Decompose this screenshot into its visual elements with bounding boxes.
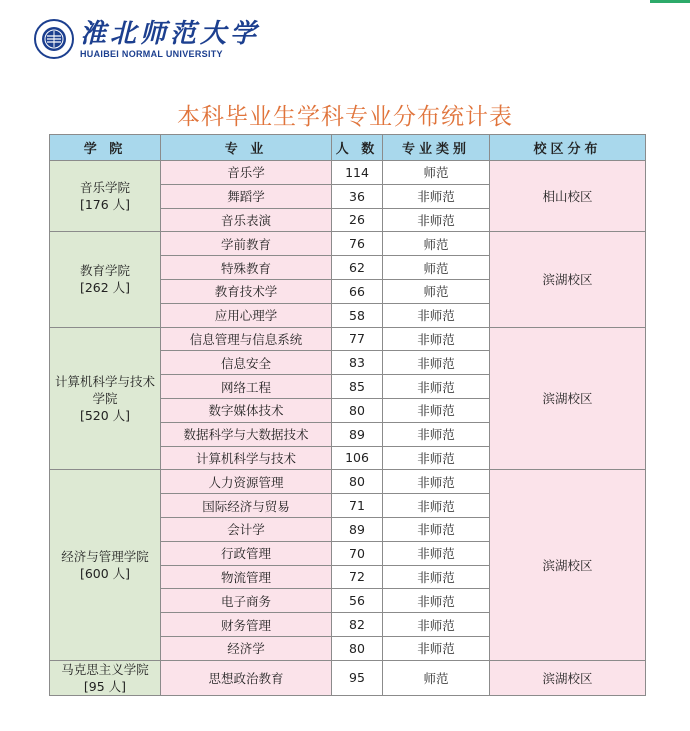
campus-cell: 滨湖校区 bbox=[490, 470, 646, 660]
type-cell: 非师范 bbox=[383, 351, 490, 375]
count-cell: 95 bbox=[332, 660, 383, 695]
major-cell: 数字媒体技术 bbox=[161, 398, 332, 422]
type-cell: 非师范 bbox=[383, 303, 490, 327]
count-cell: 70 bbox=[332, 541, 383, 565]
college-cell bbox=[50, 232, 161, 327]
table-row bbox=[50, 327, 646, 351]
count-cell: 66 bbox=[332, 279, 383, 303]
major-cell: 人力资源管理 bbox=[161, 470, 332, 494]
college-cell bbox=[50, 327, 161, 470]
type-cell: 非师范 bbox=[383, 565, 490, 589]
college-name: 计算机科学与技术学院 bbox=[54, 373, 155, 406]
college-count: [600 人] bbox=[79, 566, 131, 582]
major-cell: 思想政治教育 bbox=[161, 660, 332, 695]
type-cell: 非师范 bbox=[383, 184, 490, 208]
campus-cell: 滨湖校区 bbox=[490, 327, 646, 470]
column-header-college: 学 院 bbox=[50, 135, 161, 161]
count-cell: 114 bbox=[332, 161, 383, 185]
campus-cell: 滨湖校区 bbox=[490, 660, 646, 695]
table-row bbox=[50, 232, 646, 256]
type-cell: 师范 bbox=[383, 660, 490, 695]
count-cell: 106 bbox=[332, 446, 383, 470]
college-count: [262 人] bbox=[79, 280, 131, 296]
column-header-type: 专业类别 bbox=[383, 135, 490, 161]
type-cell: 非师范 bbox=[383, 613, 490, 637]
major-cell: 国际经济与贸易 bbox=[161, 494, 332, 518]
major-cell: 舞蹈学 bbox=[161, 184, 332, 208]
count-cell: 82 bbox=[332, 613, 383, 637]
count-cell: 72 bbox=[332, 565, 383, 589]
major-cell: 计算机科学与技术 bbox=[161, 446, 332, 470]
major-cell: 音乐表演 bbox=[161, 208, 332, 232]
college-count: [176 人] bbox=[79, 197, 131, 213]
type-cell: 师范 bbox=[383, 256, 490, 280]
type-cell: 非师范 bbox=[383, 589, 490, 613]
campus-cell: 相山校区 bbox=[490, 161, 646, 232]
major-cell: 财务管理 bbox=[161, 613, 332, 637]
type-cell: 非师范 bbox=[383, 398, 490, 422]
type-cell: 非师范 bbox=[383, 375, 490, 399]
count-cell: 89 bbox=[332, 517, 383, 541]
university-logo bbox=[34, 19, 260, 59]
type-cell: 师范 bbox=[383, 232, 490, 256]
major-cell: 物流管理 bbox=[161, 565, 332, 589]
campus-cell: 滨湖校区 bbox=[490, 232, 646, 327]
column-header-major: 专 业 bbox=[161, 135, 332, 161]
count-cell: 80 bbox=[332, 636, 383, 660]
college-count: [95 人] bbox=[83, 678, 127, 694]
count-cell: 58 bbox=[332, 303, 383, 327]
type-cell: 师范 bbox=[383, 161, 490, 185]
table-row bbox=[50, 660, 646, 695]
type-cell: 非师范 bbox=[383, 327, 490, 351]
college-name: 马克思主义学院 bbox=[61, 661, 149, 677]
major-cell: 教育技术学 bbox=[161, 279, 332, 303]
count-cell: 76 bbox=[332, 232, 383, 256]
type-cell: 非师范 bbox=[383, 446, 490, 470]
count-cell: 77 bbox=[332, 327, 383, 351]
count-cell: 80 bbox=[332, 398, 383, 422]
table-body bbox=[50, 161, 646, 696]
count-cell: 80 bbox=[332, 470, 383, 494]
major-cell: 会计学 bbox=[161, 517, 332, 541]
college-name: 教育学院 bbox=[79, 263, 130, 279]
count-cell: 26 bbox=[332, 208, 383, 232]
statistics-table bbox=[49, 134, 646, 696]
college-cell bbox=[50, 470, 161, 660]
major-cell: 网络工程 bbox=[161, 375, 332, 399]
major-cell: 电子商务 bbox=[161, 589, 332, 613]
type-cell: 非师范 bbox=[383, 541, 490, 565]
table-header-row bbox=[50, 135, 646, 161]
college-count: [520 人] bbox=[79, 407, 131, 423]
table-row bbox=[50, 470, 646, 494]
count-cell: 62 bbox=[332, 256, 383, 280]
type-cell: 非师范 bbox=[383, 422, 490, 446]
college-name: 音乐学院 bbox=[79, 180, 130, 196]
university-seal-icon bbox=[34, 19, 74, 59]
major-cell: 经济学 bbox=[161, 636, 332, 660]
count-cell: 83 bbox=[332, 351, 383, 375]
count-cell: 56 bbox=[332, 589, 383, 613]
count-cell: 85 bbox=[332, 375, 383, 399]
major-cell: 音乐学 bbox=[161, 161, 332, 185]
corner-mark bbox=[650, 0, 690, 3]
logo-chinese-name: 淮北师范大学 bbox=[80, 18, 261, 49]
college-cell bbox=[50, 660, 161, 695]
table-row bbox=[50, 161, 646, 185]
count-cell: 36 bbox=[332, 184, 383, 208]
type-cell: 非师范 bbox=[383, 517, 490, 541]
column-header-count: 人 数 bbox=[332, 135, 383, 161]
type-cell: 非师范 bbox=[383, 494, 490, 518]
major-cell: 信息管理与信息系统 bbox=[161, 327, 332, 351]
count-cell: 71 bbox=[332, 494, 383, 518]
major-cell: 信息安全 bbox=[161, 351, 332, 375]
major-cell: 行政管理 bbox=[161, 541, 332, 565]
type-cell: 非师范 bbox=[383, 470, 490, 494]
college-name: 经济与管理学院 bbox=[61, 549, 149, 565]
college-cell bbox=[50, 161, 161, 232]
type-cell: 非师范 bbox=[383, 636, 490, 660]
column-header-campus: 校区分布 bbox=[490, 135, 646, 161]
count-cell: 89 bbox=[332, 422, 383, 446]
type-cell: 非师范 bbox=[383, 208, 490, 232]
major-cell: 应用心理学 bbox=[161, 303, 332, 327]
logo-english-name: HUAIBEI NORMAL UNIVERSITY bbox=[80, 48, 223, 59]
page-title: 本科毕业生学科专业分布统计表 bbox=[177, 104, 513, 130]
major-cell: 学前教育 bbox=[161, 232, 332, 256]
major-cell: 数据科学与大数据技术 bbox=[161, 422, 332, 446]
type-cell: 师范 bbox=[383, 279, 490, 303]
major-cell: 特殊教育 bbox=[161, 256, 332, 280]
